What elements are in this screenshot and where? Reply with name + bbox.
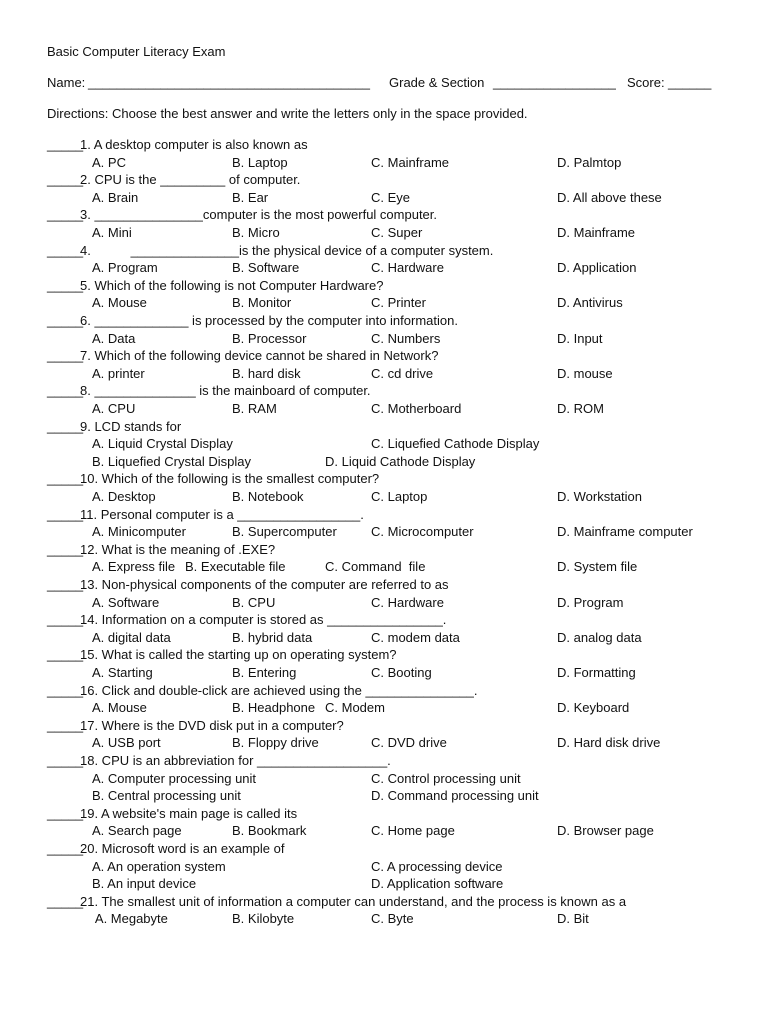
option-7-1-2: B. hard disk: [232, 365, 301, 381]
option-13-1-4: D. Program: [557, 594, 624, 610]
option-21-1-4: D. Bit: [557, 911, 589, 927]
question-text-16: 16. Click and double-click are achieved using the _______________.: [80, 682, 478, 698]
option-1-1-3: C. Mainframe: [371, 154, 450, 170]
option-2-1-4: D. All above these: [557, 189, 662, 205]
option-18-1-3: C. Control processing unit: [371, 770, 521, 786]
option-1-1-2: B. Laptop: [232, 154, 288, 170]
score-blank: ______: [668, 75, 712, 90]
option-15-1-2: B. Entering: [232, 665, 297, 680]
question-text-10: 10. Which of the following is the smallest computer?: [80, 471, 380, 487]
question-text-15: 15. What is called the starting up on operating system?: [80, 647, 397, 663]
option-12-1-4: D. System file: [557, 559, 638, 575]
answer-blank-1: _____: [47, 137, 84, 152]
answer-blank-7: _____: [47, 348, 84, 364]
option-19-1-2: B. Bookmark: [232, 823, 307, 839]
option-11-1-2: B. Supercomputer: [232, 524, 337, 540]
grade-section-label: Grade & Section: [389, 75, 485, 90]
option-18-2-1: B. Central processing unit: [92, 788, 241, 804]
option-20-2-3: D. Application software: [371, 876, 504, 892]
option-18-2-3: D. Command processing unit: [371, 788, 539, 804]
option-14-1-2: B. hybrid data: [232, 629, 313, 645]
option-16-1-1: A. Mouse: [92, 700, 147, 716]
option-8-1-2: B. RAM: [232, 401, 277, 416]
answer-blank-20: _____: [47, 841, 84, 856]
option-1-1-4: D. Palmtop: [557, 154, 622, 170]
option-21-1-2: B. Kilobyte: [232, 911, 295, 927]
option-15-1-3: C. Booting: [371, 665, 432, 680]
option-17-1-3: C. DVD drive: [371, 735, 447, 751]
exam-title: Basic Computer Literacy Exam: [47, 44, 226, 59]
option-3-1-2: B. Micro: [232, 225, 280, 240]
option-10-1-3: C. Laptop: [371, 489, 428, 504]
option-21-1-1: A. Megabyte: [92, 911, 168, 927]
option-6-1-1: A. Data: [92, 330, 136, 346]
question-text-8: 8. ______________ is the mainboard of computer.: [80, 383, 371, 399]
question-text-20: 20. Microsoft word is an example of: [80, 841, 285, 856]
option-4-1-2: B. Software: [232, 260, 300, 276]
option-16-1-4: D. Keyboard: [557, 700, 630, 716]
option-6-1-4: D. Input: [557, 330, 603, 346]
question-text-3: 3. _______________computer is the most powerful computer.: [80, 207, 438, 223]
option-9-1-1: A. Liquid Crystal Display: [92, 436, 233, 452]
option-20-1-3: C. A processing device: [371, 858, 503, 874]
answer-blank-4: _____: [47, 242, 84, 258]
option-9-1-3: C. Liquefied Cathode Display: [371, 436, 540, 452]
question-text-19: 19. A website's main page is called its: [80, 805, 298, 821]
answer-blank-14: _____: [47, 612, 84, 628]
name-blank: _______________________________________: [88, 75, 370, 90]
option-11-1-4: D. Mainframe computer: [557, 524, 693, 540]
option-2-1-1: A. Brain: [92, 189, 139, 205]
option-9-2-1: B. Liquefied Crystal Display: [92, 453, 251, 469]
option-12-1-1: A. Express file: [92, 559, 176, 575]
option-1-1-1: A. PC: [92, 154, 126, 170]
option-11-1-3: C. Microcomputer: [371, 524, 474, 540]
answer-blank-8: _____: [47, 383, 84, 399]
answer-blank-21: _____: [47, 893, 84, 909]
option-11-1-1: A. Minicomputer: [92, 524, 186, 540]
question-text-21: 21. The smallest unit of information a computer can understand, and the process is known as a: [80, 893, 627, 909]
option-5-1-1: A. Mouse: [92, 295, 147, 311]
answer-blank-6: _____: [47, 313, 84, 328]
score-label: Score:: [627, 75, 665, 90]
answer-blank-16: _____: [47, 682, 84, 698]
option-5-1-4: D. Antivirus: [557, 295, 623, 311]
question-text-6: 6. _____________ is processed by the computer into information.: [80, 313, 458, 328]
answer-blank-5: _____: [47, 277, 84, 293]
option-13-1-1: A. Software: [92, 594, 160, 610]
option-7-1-1: A. printer: [92, 365, 145, 381]
answer-blank-18: _____: [47, 753, 84, 768]
option-19-1-1: A. Search page: [92, 823, 182, 839]
question-text-4: 4. _______________is the physical device of a computer system.: [80, 242, 494, 258]
answer-blank-2: _____: [47, 172, 84, 188]
option-10-1-2: B. Notebook: [232, 489, 304, 504]
option-19-1-3: C. Home page: [371, 823, 455, 839]
question-text-1: 1. A desktop computer is also known as: [80, 137, 308, 152]
option-16-1-3: C. Modem: [325, 700, 385, 716]
option-3-1-1: A. Mini: [92, 225, 132, 240]
option-3-1-3: C. Super: [371, 225, 423, 240]
answer-blank-19: _____: [47, 805, 84, 821]
option-8-1-4: D. ROM: [557, 401, 604, 416]
question-text-17: 17. Where is the DVD disk put in a computer?: [80, 717, 344, 733]
option-17-1-2: B. Floppy drive: [232, 735, 319, 751]
question-text-18: 18. CPU is an abbreviation for __________________.: [80, 753, 391, 768]
question-text-5: 5. Which of the following is not Computer Hardware?: [80, 277, 384, 293]
option-16-1-2: B. Headphone: [232, 700, 316, 716]
question-text-7: 7. Which of the following device cannot be shared in Network?: [80, 348, 439, 364]
answer-blank-10: _____: [47, 471, 84, 487]
option-17-1-4: D. Hard disk drive: [557, 735, 661, 751]
option-7-1-3: C. cd drive: [371, 365, 434, 381]
grade-section-blank: _________________: [493, 75, 616, 90]
question-text-14: 14. Information on a computer is stored as ________________.: [80, 612, 447, 628]
answer-blank-9: _____: [47, 418, 84, 434]
option-10-1-4: D. Workstation: [557, 489, 643, 504]
question-text-9: 9. LCD stands for: [80, 418, 182, 434]
question-text-11: 11. Personal computer is a _________________.: [80, 506, 364, 522]
option-14-1-4: D. analog data: [557, 629, 642, 645]
option-6-1-3: C. Numbers: [371, 330, 441, 346]
option-20-2-1: B. An input device: [92, 876, 197, 892]
option-7-1-4: D. mouse: [557, 365, 613, 381]
option-9-2-2: D. Liquid Cathode Display: [325, 453, 476, 469]
option-14-1-1: A. digital data: [92, 629, 171, 645]
option-15-1-1: A. Starting: [92, 665, 153, 680]
answer-blank-15: _____: [47, 647, 84, 663]
question-text-12: 12. What is the meaning of .EXE?: [80, 541, 276, 557]
option-19-1-4: D. Browser page: [557, 823, 654, 839]
option-13-1-2: B. CPU: [232, 594, 276, 610]
option-4-1-3: C. Hardware: [371, 260, 444, 276]
option-2-1-3: C. Eye: [371, 189, 411, 205]
answer-blank-17: _____: [47, 717, 84, 733]
option-17-1-1: A. USB port: [92, 735, 161, 751]
question-text-2: 2. CPU is the _________ of computer.: [80, 172, 301, 188]
name-label: Name:: [47, 75, 86, 90]
question-text-13: 13. Non-physical components of the computer are referred to as: [80, 577, 449, 592]
option-18-1-1: A. Computer processing unit: [92, 770, 257, 786]
option-8-1-3: C. Motherboard: [371, 401, 462, 416]
option-5-1-3: C. Printer: [371, 295, 426, 311]
option-20-1-1: A. An operation system: [92, 858, 226, 874]
option-13-1-3: C. Hardware: [371, 594, 444, 610]
option-3-1-4: D. Mainframe: [557, 225, 636, 240]
option-5-1-2: B. Monitor: [232, 295, 292, 311]
answer-blank-13: _____: [47, 577, 84, 592]
option-12-1-3: C. Command file: [325, 559, 426, 575]
option-2-1-2: B. Ear: [232, 189, 269, 205]
option-4-1-4: D. Application: [557, 260, 637, 276]
directions: Directions: Choose the best answer and write the letters only in the space provided.: [47, 106, 528, 121]
answer-blank-3: _____: [47, 207, 84, 223]
option-10-1-1: A. Desktop: [92, 489, 156, 504]
answer-blank-12: _____: [47, 541, 84, 557]
option-8-1-1: A. CPU: [92, 401, 136, 416]
answer-blank-11: _____: [47, 506, 84, 522]
option-14-1-3: C. modem data: [371, 629, 460, 645]
option-4-1-1: A. Program: [92, 260, 158, 276]
option-15-1-4: D. Formatting: [557, 665, 636, 680]
option-12-1-2: B. Executable file: [185, 559, 286, 575]
option-6-1-2: B. Processor: [232, 330, 307, 346]
option-21-1-3: C. Byte: [371, 911, 414, 927]
